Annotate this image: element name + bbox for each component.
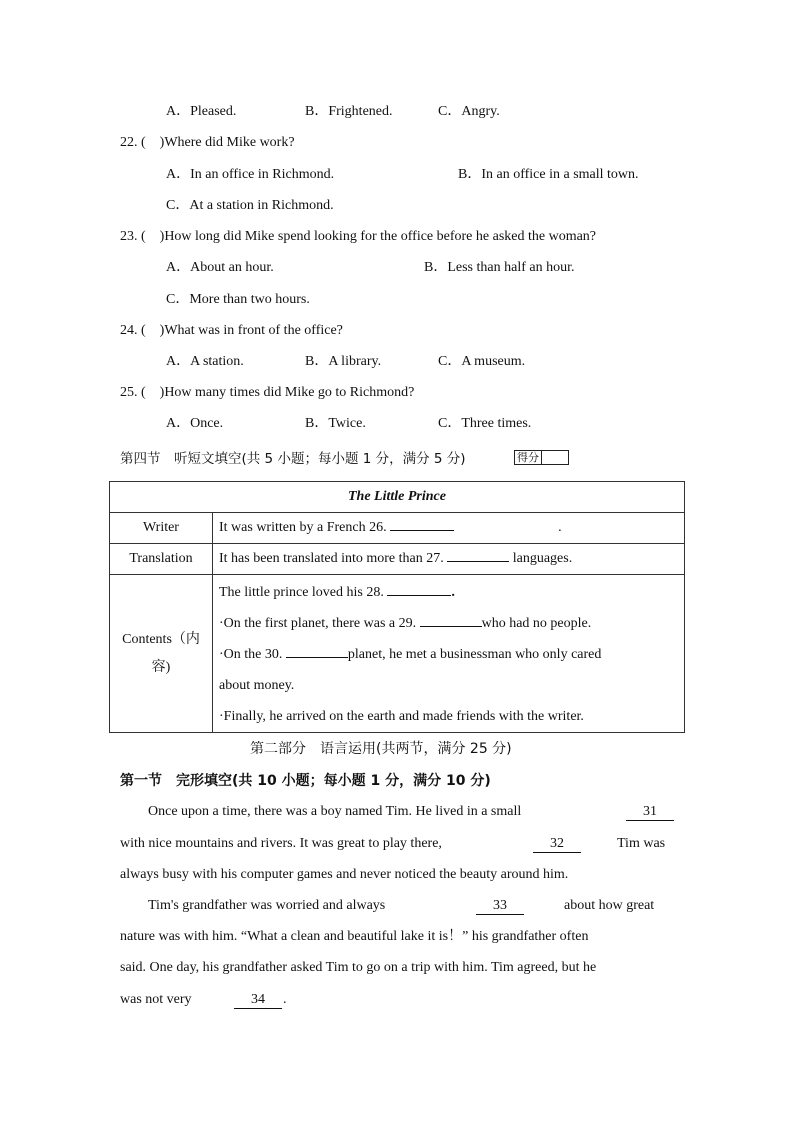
q21-option-a: A．Pleased.: [166, 104, 237, 119]
passage-line-2: with nice mountains and rivers. It was great to play there,: [120, 836, 442, 851]
blank-34[interactable]: 34: [234, 991, 282, 1009]
q23-stem: 23. ( )How long did Mike spend looking for the office before he asked the woman?: [120, 229, 597, 244]
contents-text-3-end: planet, he met a businessman who only cared: [347, 647, 602, 662]
section1-heading: [120, 772, 491, 790]
translation-text: It has been translated into more than 27.: [219, 551, 448, 566]
contents-line-3: [219, 639, 678, 670]
section1-heading-text: 第一节 完形填空(共 10 小题；每小题 1 分，满分 10 分): [120, 773, 491, 789]
blank-32[interactable]: 32: [533, 835, 581, 853]
q22-stem: 22. ( )Where did Mike work?: [120, 135, 295, 150]
score-label: 得分: [515, 451, 542, 464]
contents-key-text: Contents（内容): [122, 631, 200, 675]
contents-line-2: [219, 608, 678, 639]
q22-option-c: C．At a station in Richmond.: [166, 198, 334, 213]
contents-text-1: The little prince loved his 28.: [219, 585, 388, 600]
score-box[interactable]: [514, 450, 569, 465]
passage-line-2-end: Tim was: [617, 836, 666, 851]
part2-heading: 第二部分 语言运用(共两节，满分 25 分): [250, 741, 512, 757]
blank-31[interactable]: 31: [626, 803, 674, 821]
contents-line-5: ·Finally, he arrived on the earth and made friends with the writer.: [219, 709, 584, 724]
q24-stem: 24. ( )What was in front of the office?: [120, 323, 343, 338]
passage-line-4: Tim's grandfather was worried and always: [148, 898, 386, 913]
writer-cell: [213, 513, 685, 544]
blank-28[interactable]: [387, 595, 451, 596]
writer-key: Writer: [110, 513, 213, 544]
passage-line-1: Once upon a time, there was a boy named Tim. He lived in a small: [148, 804, 522, 819]
q25-stem: 25. ( )How many times did Mike go to Richmond?: [120, 385, 415, 400]
q24-option-b: B．A library.: [305, 354, 382, 369]
contents-text-3: ·On the 30.: [219, 647, 286, 662]
table-title: The Little Prince: [110, 482, 685, 513]
blank-29[interactable]: [420, 626, 482, 627]
blank-26[interactable]: [390, 530, 454, 531]
contents-text-1-end: .: [451, 585, 455, 600]
q23-option-a: A．About an hour.: [166, 260, 274, 275]
passage-line-5: nature was with him. “What a clean and beautiful lake it is！” his grandfather often: [120, 929, 589, 944]
q25-option-a: A．Once.: [166, 416, 224, 431]
translation-cell: [213, 544, 685, 575]
q21-option-c: C．Angry.: [438, 104, 500, 119]
contents-text-2: ·On the first planet, there was a 29.: [219, 616, 420, 631]
translation-end: languages.: [509, 551, 573, 566]
blank-27[interactable]: [447, 561, 509, 562]
contents-text-2-end: who had no people.: [481, 616, 592, 631]
q24-option-c: C．A museum.: [438, 354, 526, 369]
contents-key: [110, 575, 213, 733]
contents-line-1: [219, 577, 678, 608]
passage-line-4-end: about how great: [564, 898, 655, 913]
contents-cell: [213, 575, 685, 733]
translation-key: Translation: [110, 544, 213, 575]
q22-option-b: B．In an office in a small town.: [458, 167, 639, 182]
writer-text: It was written by a French 26.: [219, 520, 391, 535]
q23-option-b: B．Less than half an hour.: [424, 260, 575, 275]
blank-30[interactable]: [286, 657, 348, 658]
q25-option-c: C．Three times.: [438, 416, 532, 431]
passage-line-3: always busy with his computer games and never noticed the beauty around him.: [120, 867, 569, 882]
contents-line-4: about money.: [219, 678, 295, 693]
writer-end: .: [558, 520, 562, 535]
q25-option-b: B．Twice.: [305, 416, 366, 431]
passage-line-6: said. One day, his grandfather asked Tim to go on a trip with him. Tim agreed, but he: [120, 960, 597, 975]
little-prince-table: [109, 481, 685, 733]
q24-option-a: A．A station.: [166, 354, 244, 369]
section4-heading: 第四节 听短文填空(共 5 小题；每小题 1 分，满分 5 分): [120, 451, 466, 467]
q23-option-c: C．More than two hours.: [166, 292, 310, 307]
passage-line-7-end: .: [283, 992, 287, 1007]
q21-option-b: B．Frightened.: [305, 104, 393, 119]
blank-33[interactable]: 33: [476, 897, 524, 915]
q22-option-a: A．In an office in Richmond.: [166, 167, 335, 182]
passage-line-7: was not very: [120, 992, 192, 1007]
